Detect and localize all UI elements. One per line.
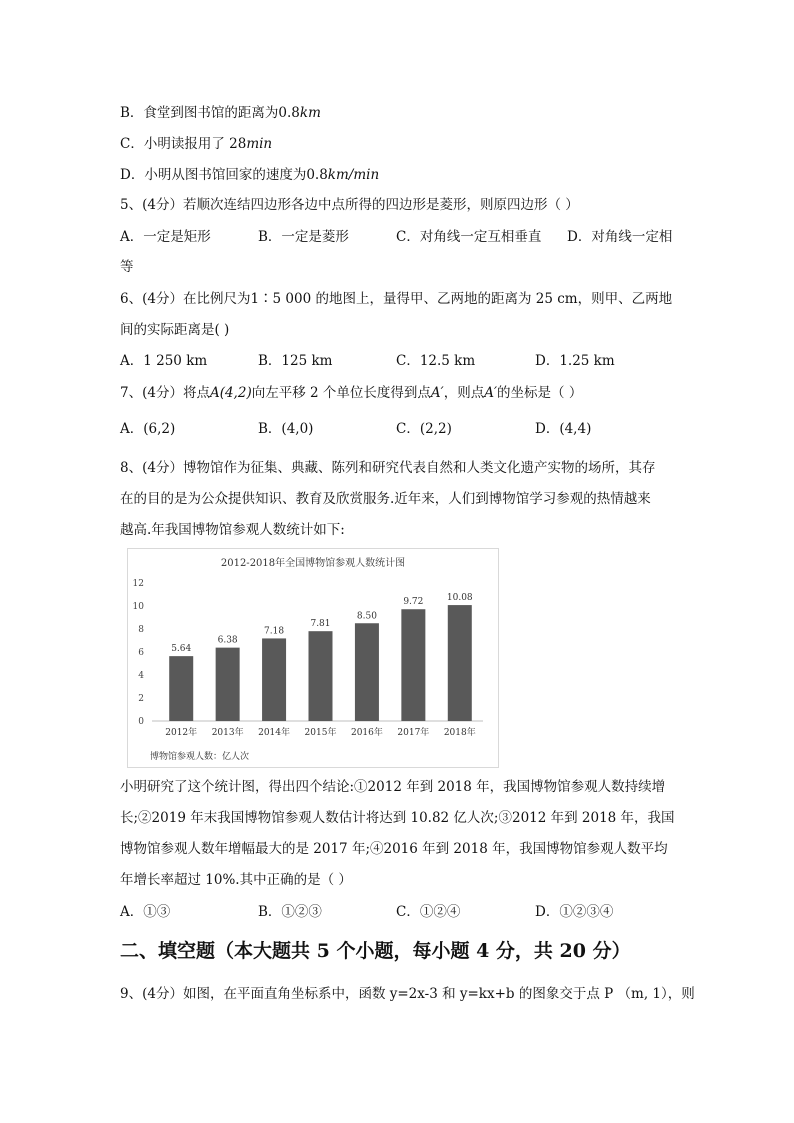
q8-analysis-line2: 长;②2019 年末我国博物馆参观人数估计将达到 10.82 亿人次;③2012 年到 2018 年，我国 [120,810,675,826]
bar-value-label-2: 7.18 [264,626,285,637]
q4-option-c-text: C．小明读报用了 28 [120,136,247,152]
bar-2014年 [262,638,286,721]
q8-analysis-line1: 小明研究了这个统计图，得出四个结论:①2012 年到 2018 年，我国博物馆参观人数持续增 [120,779,666,795]
y-tick-label-3: 6 [138,648,144,658]
q7-option-d [535,420,591,438]
x-axis-labels [165,726,475,738]
bar-2016年 [355,623,379,721]
x-tick-label-3: 2015年 [304,728,337,738]
bar-2017年 [401,609,425,721]
y-tick-label-6: 12 [132,579,144,589]
q8-option-d: D．①②③④ [535,904,614,920]
q4-option-d-text: D．小明从图书馆回家的速度为0.8 [120,167,328,183]
y-tick-label-4: 8 [138,625,144,635]
q8-option-a: A．①③ [120,904,171,920]
q7-option-b-label: B． [258,421,282,437]
q4-option-b-text: B．食堂到图书馆的距离为0.8 [120,105,300,121]
x-tick-label-2: 2014年 [258,728,291,738]
q4-option-d [120,166,379,184]
q8-analysis-line3: 博物馆参观人数年增幅最大的是 2017 年;④2016 年到 2018 年，我国博物馆参观人数平均 [120,841,668,857]
q7-option-c [396,420,452,438]
q6-option-a: A．1 250 km [120,353,208,369]
q8-stem-line3: 越高.年我国博物馆参观人数统计如下: [120,522,345,538]
q5-option-b: B．一定是菱形 [258,229,349,245]
q5-stem: 5、(4分）若顺次连结四边形各边中点所得的四边形是菱形，则原四边形（ ） [120,197,579,213]
q7-option-a-label: A． [120,421,144,437]
bar-2012年 [169,656,193,721]
q7-stem-pre: 7、(4分）将点 [120,385,210,401]
q6-option-b: B．125 km [258,353,333,369]
x-tick-label-1: 2013年 [211,728,244,738]
q8-stem-line2: 在的目的是为公众提供知识、教育及欣赏服务.近年来，人们到博物馆学习参观的热情越来 [120,491,651,507]
bar-value-label-5: 9.72 [403,597,424,608]
q6-stem-line2: 间的实际距离是( ) [120,322,230,338]
q6-stem-line1: 6、(4分）在比例尺为1∶5 000 的地图上，量得甲、乙两地的距离为 25 cm，则甲、乙两地 [120,291,673,307]
q4-option-c-unit: min [246,136,273,152]
chart-unit-note: 博物馆参观人数：亿人次 [150,752,250,762]
q9-stem: 9、(4分）如图，在平面直角坐标系中，函数 y=2x-3 和 y=kx+b 的图象交于点 P （m, 1），则 [120,986,695,1002]
y-tick-label-2: 4 [138,671,144,681]
q4-option-d-unit: km/min [327,167,380,183]
q7-point-a-prime: A′ [430,385,444,401]
q7-option-b-value: (4,0) [281,421,314,437]
museum-visitors-chart [127,548,499,768]
q7-option-a-value: (6,2) [143,421,176,437]
bar-value-label-4: 8.50 [356,611,377,622]
q8-option-b: B．①②③ [258,904,322,920]
q7-option-c-label: C． [396,421,420,437]
x-tick-label-6: 2018年 [443,728,476,738]
q8-option-c: C．①②④ [396,904,461,920]
x-tick-label-0: 2012年 [165,728,198,738]
y-tick-label-0: 0 [138,717,144,727]
x-tick-label-4: 2016年 [350,728,383,738]
bar-value-label-0: 5.64 [171,644,192,655]
bar-2015年 [309,631,333,721]
q4-option-b [120,104,321,122]
q7-option-c-value: (2,2) [419,421,452,437]
q8-stem-line1: 8、(4分）博物馆作为征集、典藏、陈列和研究代表自然和人类文化遗产实物的场所，其存 [120,460,656,476]
q8-analysis-line4: 年增长率超过 10%.其中正确的是（ ） [120,872,352,888]
q7-stem-mid2: ，则点 [443,385,485,401]
q5-option-d-continuation: 等 [120,259,134,275]
chart-svg [128,549,498,767]
q7-stem-post: 的坐标是（ ） [497,385,583,401]
bar-value-label-6: 10.08 [446,593,473,604]
bar-value-label-1: 6.38 [217,635,238,646]
bar-2018年 [448,605,472,721]
q4-option-b-unit: km [299,105,321,121]
q7-point-a: A(4,2) [209,385,252,401]
q7-option-a [120,420,175,438]
chart-title: 2012-2018年全国博物馆参观人数统计图 [220,558,406,569]
q5-option-c: C．对角线一定互相垂直 [396,229,542,245]
q6-option-d: D．1.25 km [535,353,615,369]
y-axis-ticks [133,579,145,727]
bar-value-label-3: 7.81 [310,619,331,630]
x-tick-label-5: 2017年 [397,728,430,738]
bar-2013年 [216,648,240,721]
q4-option-c [120,135,272,153]
q5-option-a: A．一定是矩形 [120,229,211,245]
q7-option-d-label: D． [535,421,560,437]
q7-stem-mid: 向左平移 2 个单位长度得到点 [251,385,431,401]
q7-point-a-prime-2: A′ [484,385,498,401]
q7-option-b [258,420,313,438]
y-tick-label-1: 2 [138,694,144,704]
q5-option-d: D．对角线一定相 [567,229,673,245]
q6-option-c: C．12.5 km [396,353,476,369]
q7-stem [120,384,582,402]
y-tick-label-5: 10 [132,602,144,612]
section-heading-fill-in: 二、填空题（本大题共 5 个小题，每小题 4 分，共 20 分） [120,940,631,962]
q7-option-d-value: (4,4) [559,421,592,437]
